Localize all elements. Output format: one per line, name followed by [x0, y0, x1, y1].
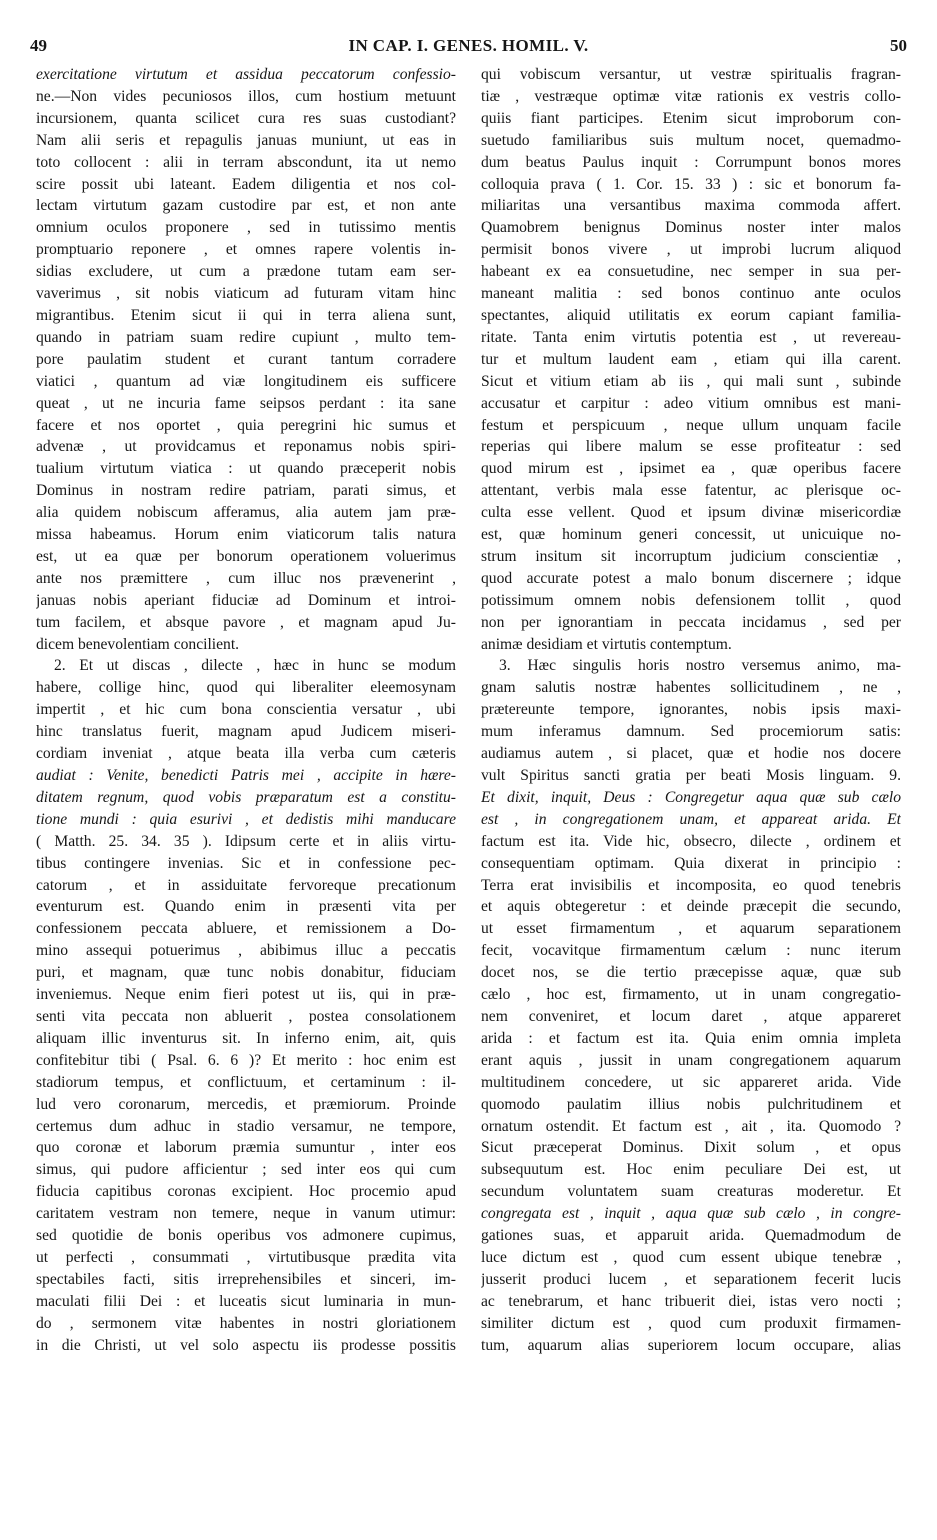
text-line: sed quotidie de bonis operibus vos admonere cupimus,: [36, 1227, 456, 1245]
text-line: mum inferamus damnum. Sed procemiorum satis:: [481, 723, 901, 741]
text-line: puri, et magnam, quæ tunc nobis donabitur, fiduciam: [36, 964, 456, 982]
text-line: est , in congregationem unam, et appareat arida. Et: [481, 810, 901, 828]
text-line: non per ignorantiam in peccata incidamus , sed per: [481, 613, 901, 631]
text-line: colloquia prava ( 1. Cor. 15. 33 ) : sic et bonorum fa-: [481, 175, 901, 193]
text-line: incursionem, quanta scilicet cura res suas custodiant?: [36, 109, 456, 127]
text-line: Sicut et vitium etiam ab iis , qui mali sunt , subinde: [481, 372, 901, 390]
text-line: est, ut ea quæ per bonorum operationem voluerimus: [36, 547, 456, 565]
text-line: audiat : Venite, benedicti Patris mei , accipite in hære-: [36, 767, 456, 784]
text-line: audiamus autem , si placet, quæ et hodie nos docere: [481, 745, 901, 763]
text-line: nem conveniret, et locum daret , atque appareret: [481, 1007, 901, 1025]
text-line: gnam salutis nostræ habentes sollicitudinem , ne ,: [481, 679, 901, 697]
text-line: pore paulatim student et curant tantum corradere: [36, 350, 456, 368]
text-line: cordiam inveniat , atque beata illa verba cum cæteris: [36, 745, 456, 763]
text-line: lud vero coronarum, mercedis, et præmiorum. Proinde: [36, 1095, 456, 1113]
text-line: quod mirum est , ipsimet ea , quæ operibus facere: [481, 460, 901, 478]
text-line: tualium virtutum viatica : ut quando præceperit nobis: [36, 460, 456, 478]
text-line: toto collocent : alii in terram abscondunt, ita ut nemo: [36, 153, 456, 171]
text-line: ne.—Non vides pecuniosos illos, cum hostium metuunt: [36, 87, 456, 105]
text-line: attentant, verbis mala esse fatentur, ac plerisque oc-: [481, 482, 901, 500]
text-line: ritate. Tanta enim virtutis potentia est , ut revereau-: [481, 328, 901, 346]
text-line: spectabiles facti, sitis irreprehensibiles et sinceri, im-: [36, 1270, 456, 1288]
text-line: ante nos præmittere , cum illuc nos prævenerint ,: [36, 569, 456, 587]
text-line: prætereunte tempore, ignorantes, nobis ipsis maxi-: [481, 701, 901, 719]
text-line: confessionem peccata abluere, et remissionem a Do-: [36, 920, 456, 938]
text-line: miliaritas una versantibus maxima commoda affert.: [481, 197, 901, 215]
text-line: consequentiam optimam. Quia dixerat in principio :: [481, 854, 901, 872]
text-line: similiter dictum est , quod cum produxit firmamen-: [481, 1314, 901, 1332]
text-line: qui vobiscum versantur, ut vestræ spiritualis fragran-: [481, 66, 901, 83]
text-line: ditatem regnum, quod vobis præparatum est a constitu-: [36, 788, 456, 806]
text-line: Dominus in nostram redire patriam, parati simus, et: [36, 482, 456, 500]
running-title: IN CAP. I. GENES. HOMIL. V.: [348, 36, 589, 55]
text-line: senti vita peccata non abluerit , postea consolationem: [36, 1007, 456, 1025]
text-line: accusatur et carpitur : adeo vitium omnibus est mani-: [481, 394, 901, 412]
text-line: Sicut præceperat Dominus. Dixit solum , et opus: [481, 1139, 901, 1157]
text-line: suetudo familiaribus suis multum nocet, quemadmo-: [481, 131, 901, 149]
text-line: reperias qui libere malum se esse profiteatur : sed: [481, 438, 901, 456]
text-line: animæ desidiam et virtutis contemptum.: [481, 635, 732, 653]
text-line: aliquam illic inventurus sit. In inferno enim, ait, quis: [36, 1029, 456, 1047]
text-line: strum insitum sit incorruptum judicium conscientiæ ,: [481, 547, 901, 565]
text-line: maculati filii Dei : et luceatis sicut luminaria in mun-: [36, 1292, 456, 1310]
text-line: culta esse vellent. Quod et ipsum divinæ misericordiæ: [481, 504, 901, 522]
text-line: do , sermonem vitæ habentes in nostri gloriationem: [36, 1314, 456, 1332]
text-line: in die Christi, ut vel solo aspectu iis prodesse possitis: [36, 1336, 456, 1354]
text-line: Quamobrem benignus Dominus noster inter malos: [481, 219, 901, 237]
text-line: migrantibus. Etenim sicut ii qui in terra aliena sunt,: [36, 306, 456, 324]
text-line: 3. Hæc singulis horis nostro versemus animo, ma-: [499, 657, 901, 675]
text-line: tione mundi : quia esurivi , et dedistis mihi manducare: [36, 810, 456, 828]
text-line: simus, qui pudore afficientur ; sed inter eos qui cum: [36, 1161, 456, 1179]
text-line: quo coronæ et laborum præmia sumuntur , inter eos: [36, 1139, 456, 1157]
text-line: sidias excludere, ut cum a prædone tutam eam ser-: [36, 263, 456, 281]
text-line: scire possit ubi lateant. Eadem diligentia et nos col-: [36, 175, 456, 193]
text-line: vult Spiritus sancti gratia per beati Mosis linguam. 9.: [481, 767, 901, 784]
text-line: fiducia capitibus coronas excipient. Hoc procemio apud: [36, 1183, 456, 1201]
text-line: ac tenebrarum, et hanc tribuerit diei, istas vero nocti ;: [481, 1292, 901, 1310]
text-line: caritatem vestram non temere, neque in vanum utimur:: [36, 1205, 456, 1223]
text-line: habere, collige hinc, quod qui liberaliter eleemosynam: [36, 679, 456, 697]
text-line: Nam alii seris et repagulis januas muniunt, ut eas in: [36, 131, 456, 149]
text-line: arida : et factum est ita. Quia enim omnia impleta: [481, 1029, 901, 1047]
text-line: queat , ut ne incuria fame seipsos perdant : ita sane: [36, 394, 456, 412]
text-line: dicem benevolentiam concilient.: [36, 635, 240, 653]
text-line: dum beatus Paulus inquit : Corrumpunt bonos mores: [481, 153, 901, 171]
text-line: ( Matth. 25. 34. 35 ). Idipsum certe et in aliis virtu-: [36, 832, 456, 850]
text-line: 2. Et ut discas , dilecte , hæc in hunc se modum: [54, 657, 456, 675]
text-line: tiæ , vestræque optimæ vitæ rationis ex vestris collo-: [481, 87, 901, 105]
text-line: advenæ , ut providcamus et reponamus nobis spiri-: [36, 438, 456, 456]
right-page-number: 50: [890, 36, 907, 55]
text-line: multitudinem concedere, ut sic appareret arida. Vide: [481, 1073, 901, 1091]
right-text-column: [481, 64, 901, 1356]
text-line: inveniemus. Neque enim fieri potest ut iis, qui in præ-: [36, 986, 456, 1004]
text-line: permisit bonos vivere , ut improbi lucrum aliquod: [481, 241, 901, 259]
text-line: lectam virtutum gazam custodire par est, et non ante: [36, 197, 456, 215]
text-line: cælo , hoc est, firmamento, ut in unam congregatio-: [481, 986, 901, 1004]
text-line: luce dictum est , quod cum essent ubique tenebræ ,: [481, 1248, 901, 1266]
text-line: alia quidem nobiscum afferamus, alia autem jam præ-: [36, 504, 456, 522]
text-line: potissimum omnem nobis defensionem tollit , quod: [481, 591, 901, 609]
text-line: tur et multum laudent eam , etiam qui illa carent.: [481, 350, 901, 368]
text-line: mino assequi potuerimus , abibimus illuc a peccatis: [36, 942, 456, 960]
text-line: tum facilem, et absque pavore , et magnam apud Ju-: [36, 613, 456, 631]
running-header: [30, 36, 907, 60]
text-line: promptuario reponere , et omnes rapere volentis in-: [36, 241, 456, 259]
text-line: confitebitur tibi ( Psal. 6. 6 )? Et merito : hoc enim est: [36, 1051, 456, 1069]
text-line: festum et perspicuum , neque ullum unquam facile: [481, 416, 901, 434]
text-line: omnium oculos proponere , sed in tutissimo mentis: [36, 219, 456, 237]
text-line: ornatum ostendit. Et factum est , ait , ita. Quomodo ?: [481, 1117, 901, 1135]
text-line: catorum , et in assiduitate fervoreque precationum: [36, 876, 456, 894]
text-line: tibus contingere invenias. Sic et in confessione pec-: [36, 854, 456, 872]
text-line: spectantes, aliquid utilitatis ex eorum capiant familia-: [481, 306, 901, 324]
left-text-column: [36, 64, 456, 1356]
text-line: maneant malitia : sed bonos continuo ante oculos: [481, 285, 901, 303]
text-line: fecit, vocavitque firmamentum cælum : nunc iterum: [481, 942, 901, 960]
text-line: eventurum est. Quando enim in præsenti vita per: [36, 898, 456, 916]
text-line: quomodo paulatim illius nobis pulchritudinem et: [481, 1095, 901, 1113]
text-line: quod accurate potest a malo bonum discernere ; idque: [481, 569, 901, 587]
text-line: quando in patriam suam redire cupiunt , multo tem-: [36, 328, 456, 346]
text-line: ut perfecti , consummati , virtutibusque prædita vita: [36, 1248, 456, 1266]
text-line: jusserit produci lucem , et separationem fecerit lucis: [481, 1270, 901, 1288]
text-line: certemus dum adhuc in stadio versamur, ne tempore,: [36, 1117, 456, 1135]
text-line: et aquis obtegeretur : et deinde præcepit die secundo,: [481, 898, 901, 916]
text-line: habeant ex ea consuetudine, nec semper in sua per-: [481, 263, 901, 281]
text-line: facere et nos oportet , quia peregrini hic sumus et: [36, 416, 456, 434]
text-line: vaverimus , sit nobis viaticum ad futuram vitam hinc: [36, 285, 456, 303]
text-line: hinc translatus fuerit, magnam apud Judicem miseri-: [36, 723, 456, 741]
text-line: tum, aquarum alias superiorem locum occupare, alias: [481, 1336, 901, 1354]
text-line: impertit , et hic cum bona conscientia versatur , ubi: [36, 701, 456, 719]
text-line: missa habeamus. Horum enim viaticorum talis natura: [36, 526, 456, 544]
text-line: subsequutum est. Hoc enim peculiare Dei est, ut: [481, 1161, 901, 1179]
text-line: januas nobis aperiant fiduciæ ad Dominum et introi-: [36, 591, 456, 609]
text-line: quiis fiant participes. Etenim sicut improborum con-: [481, 109, 901, 127]
text-line: ut esset firmamentum , et aquarum separationem: [481, 920, 901, 938]
text-line: viatici , quantum ad viæ longitudinem eis sufficere: [36, 372, 456, 390]
text-line: Terra erat invisibilis et incomposita, eo quod tenebris: [481, 876, 901, 894]
text-line: congregata est , inquit , aqua quæ sub cælo , in congre-: [481, 1205, 901, 1223]
text-line: est, quæ hominum generi concessit, ut unicuique no-: [481, 526, 901, 544]
text-line: docet nos, se die tertio præcepisse aquæ, quæ sub: [481, 964, 901, 982]
text-line: factum est ita. Vide hic, obsecro, dilecte , ordinem et: [481, 832, 901, 850]
text-line: exercitatione virtutum et assidua peccatorum confessio-: [36, 66, 456, 83]
text-line: stadiorum tempus, et conflictuum, et certaminum : il-: [36, 1073, 456, 1091]
left-page-number: 49: [30, 36, 47, 55]
text-line: secundum voluntatem suam creaturas moderetur. Et: [481, 1183, 901, 1201]
text-line: gationes suas, et apparuit arida. Quemadmodum de: [481, 1227, 901, 1245]
text-line: Et dixit, inquit, Deus : Congregetur aqua quæ sub cælo: [481, 788, 901, 806]
text-line: erant aquis , jussit in unam congregationem aquarum: [481, 1051, 901, 1069]
